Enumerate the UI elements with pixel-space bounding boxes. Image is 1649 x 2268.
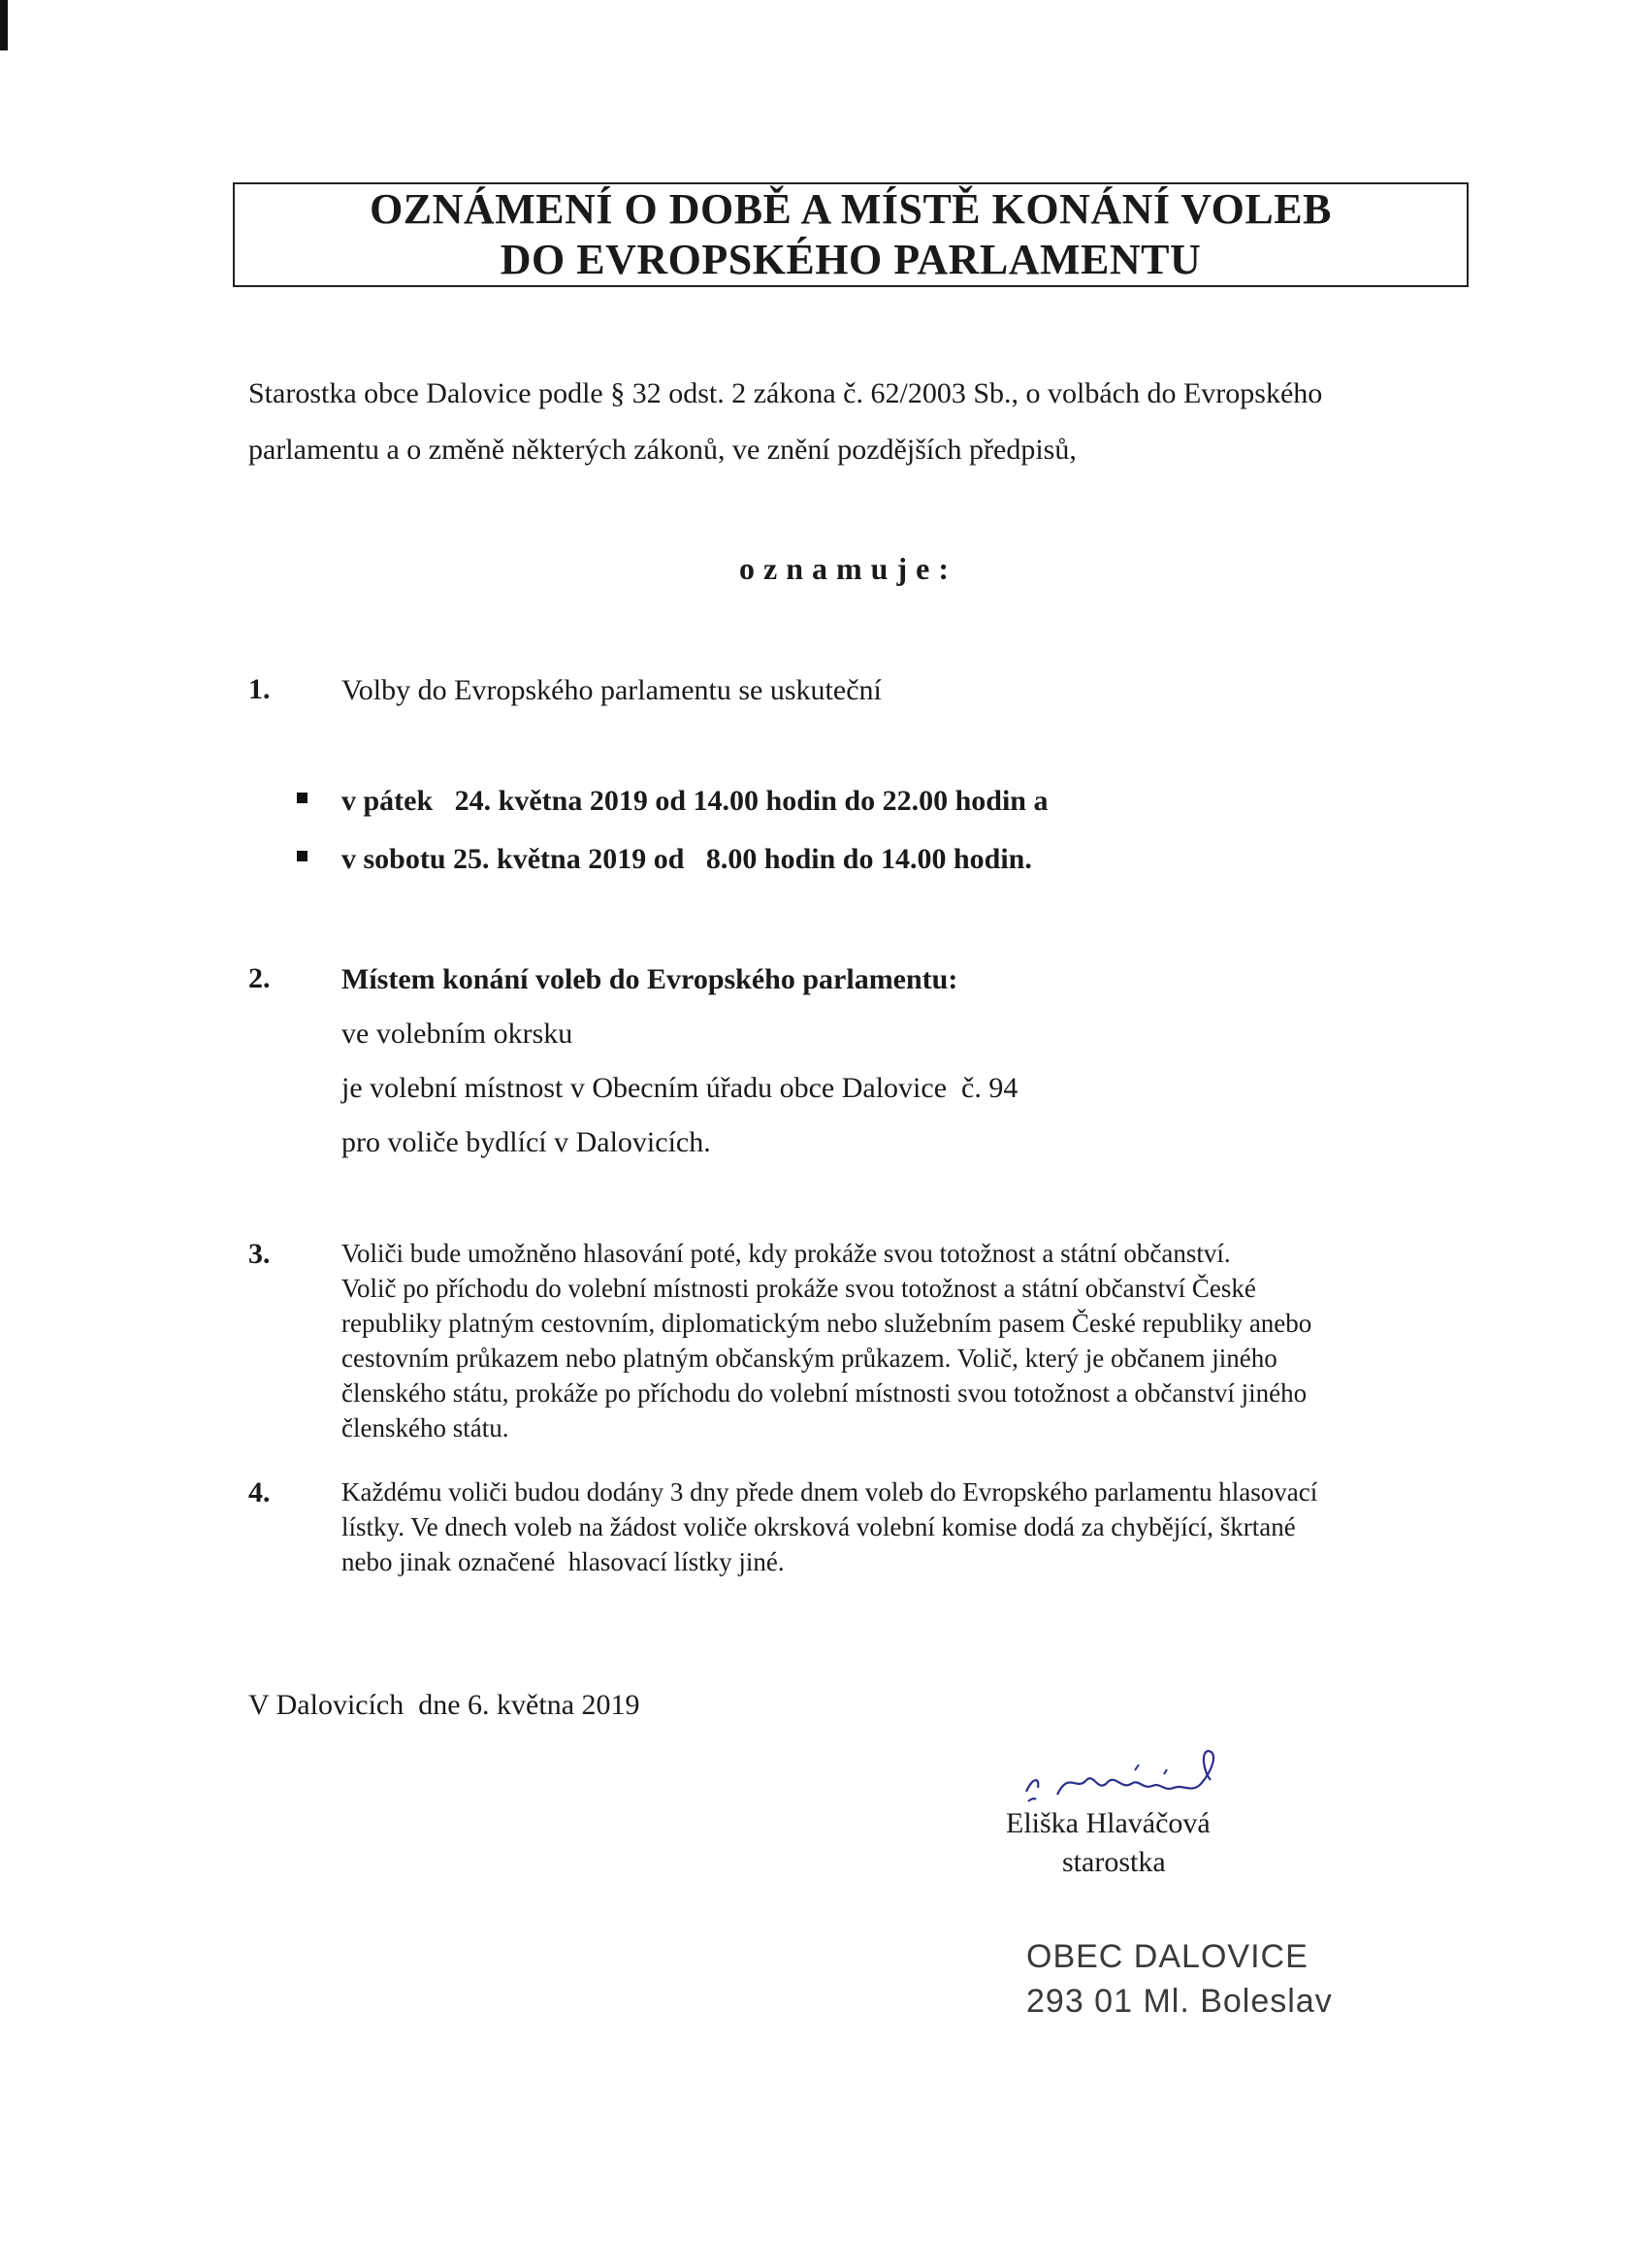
section-1-text: Volby do Evropského parlamentu se uskuteční: [341, 674, 882, 706]
section-2-line-1: ve volebním okrsku: [341, 1018, 573, 1050]
signatory-name: Eliška Hlaváčová: [1006, 1807, 1211, 1839]
section-3-line-4: cestovním průkazem nebo platným občanským průkazem. Volič, který je občanem jiného: [341, 1344, 1277, 1373]
announces-heading: oznamuje:: [739, 551, 957, 586]
bullet-2-marker: [297, 851, 307, 861]
section-2-line-3: pro voliče bydlící v Dalovicích.: [341, 1126, 711, 1158]
intro-line-2: parlamentu a o změně některých zákonů, ve znění pozdějších předpisů,: [248, 434, 1077, 466]
title-line-1: OZNÁMENÍ O DOBĚ A MÍSTĚ KONÁNÍ VOLEB: [370, 185, 1332, 233]
stamp-line-2: 293 01 Ml. Boleslav: [1026, 1983, 1333, 2020]
section-3-line-1: Voliči bude umožněno hlasování poté, kdy prokáže svou totožnost a státní občanství.: [341, 1239, 1231, 1268]
section-3-line-2: Volič po příchodu do volební místnosti prokáže svou totožnost a státní občanství České: [341, 1274, 1256, 1303]
section-3-number: 3.: [248, 1238, 271, 1270]
section-3-line-6: členského státu.: [341, 1413, 509, 1442]
stamp-line-1: OBEC DALOVICE: [1026, 1938, 1309, 1975]
place-and-date: V Dalovicích dne 6. května 2019: [248, 1689, 640, 1721]
handwritten-signature: [1018, 1741, 1251, 1814]
section-4-number: 4.: [248, 1476, 271, 1508]
section-3-line-5: členského státu, prokáže po příchodu do volební místnosti svou totožnost a občanství jiného: [341, 1378, 1308, 1408]
section-2-number: 2.: [248, 962, 271, 994]
section-1-number: 1.: [248, 673, 271, 705]
election-day-1: v pátek 24. května 2019 od 14.00 hodin do 22.00 hodin a: [341, 785, 1049, 817]
section-2-heading: Místem konání voleb do Evropského parlamentu:: [341, 963, 958, 995]
signatory-role: starostka: [1062, 1846, 1166, 1878]
section-4-line-3: nebo jinak označené hlasovací lístky jiné.: [341, 1547, 785, 1576]
scan-edge-mark: [0, 0, 8, 50]
intro-line-1: Starostka obce Dalovice podle § 32 odst. 2 zákona č. 62/2003 Sb., o volbách do Evropského: [248, 377, 1323, 409]
title-line-2: DO EVROPSKÉHO PARLAMENTU: [500, 236, 1202, 283]
section-4-line-2: lístky. Ve dnech voleb na žádost voliče okrsková volební komise dodá za chybějící, škrtané: [341, 1512, 1296, 1541]
bullet-1-marker: [297, 793, 307, 803]
section-4-line-1: Každému voliči budou dodány 3 dny přede dnem voleb do Evropského parlamentu hlasovací: [341, 1477, 1318, 1507]
section-3-line-3: republiky platným cestovním, diplomatickým nebo služebním pasem České republiky anebo: [341, 1309, 1312, 1338]
title-box: [233, 182, 1469, 287]
section-2-line-2: je volební místnost v Obecním úřadu obce Dalovice č. 94: [341, 1072, 1018, 1104]
election-day-2: v sobotu 25. května 2019 od 8.00 hodin do 14.00 hodin.: [341, 843, 1032, 875]
